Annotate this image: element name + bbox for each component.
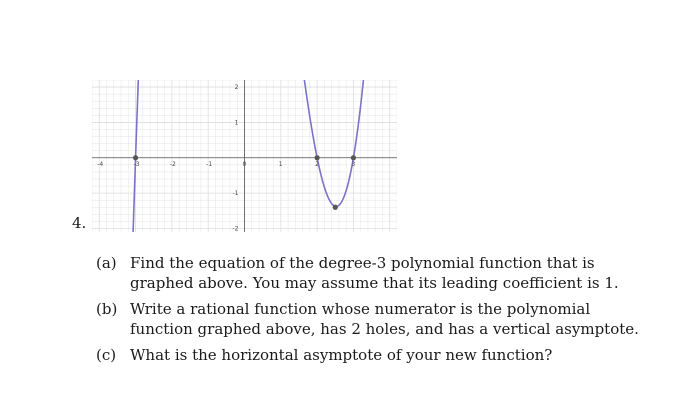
- x-tick-label: 1: [278, 160, 283, 168]
- y-tick-label: 2: [234, 84, 239, 92]
- part-c: [96, 345, 656, 365]
- problem-parts: [96, 253, 656, 371]
- local-minimum-point: [333, 205, 338, 210]
- x-tick-label: -3: [133, 160, 140, 168]
- x-tick-label: -1: [206, 160, 213, 168]
- polynomial-curve: [133, 80, 365, 232]
- y-tick-label: -1: [232, 190, 239, 198]
- part-a-label: (a): [96, 254, 117, 272]
- part-c-text: What is the horizontal asymptote of your new function?: [130, 346, 553, 364]
- root-point: [133, 155, 138, 160]
- graph-curve: [133, 80, 365, 232]
- part-b-label: (b): [96, 300, 118, 318]
- x-tick-label: 2: [315, 160, 319, 168]
- part-a: [96, 253, 656, 293]
- x-tick-label: -2: [169, 160, 176, 168]
- root-point: [351, 155, 356, 160]
- part-a-text: Find the equation of the degree-3 polynomial function that is graphed above. You may assume that its leading coefficient is 1.: [130, 254, 619, 292]
- root-point: [315, 155, 320, 160]
- x-tick-label: 0: [242, 160, 247, 168]
- polynomial-graph: [92, 80, 397, 232]
- problem-number: 4.: [72, 214, 87, 232]
- part-b: [96, 299, 656, 339]
- part-c-label: (c): [96, 346, 117, 364]
- x-tick-label: -4: [97, 160, 104, 168]
- y-tick-label: -2: [232, 225, 239, 232]
- x-tick-label: 3: [351, 160, 356, 168]
- y-tick-label: 1: [234, 119, 239, 127]
- part-b-text: Write a rational function whose numerator is the polynomial function graphed above, has 2 holes, and has a vertical asymptote.: [130, 300, 639, 338]
